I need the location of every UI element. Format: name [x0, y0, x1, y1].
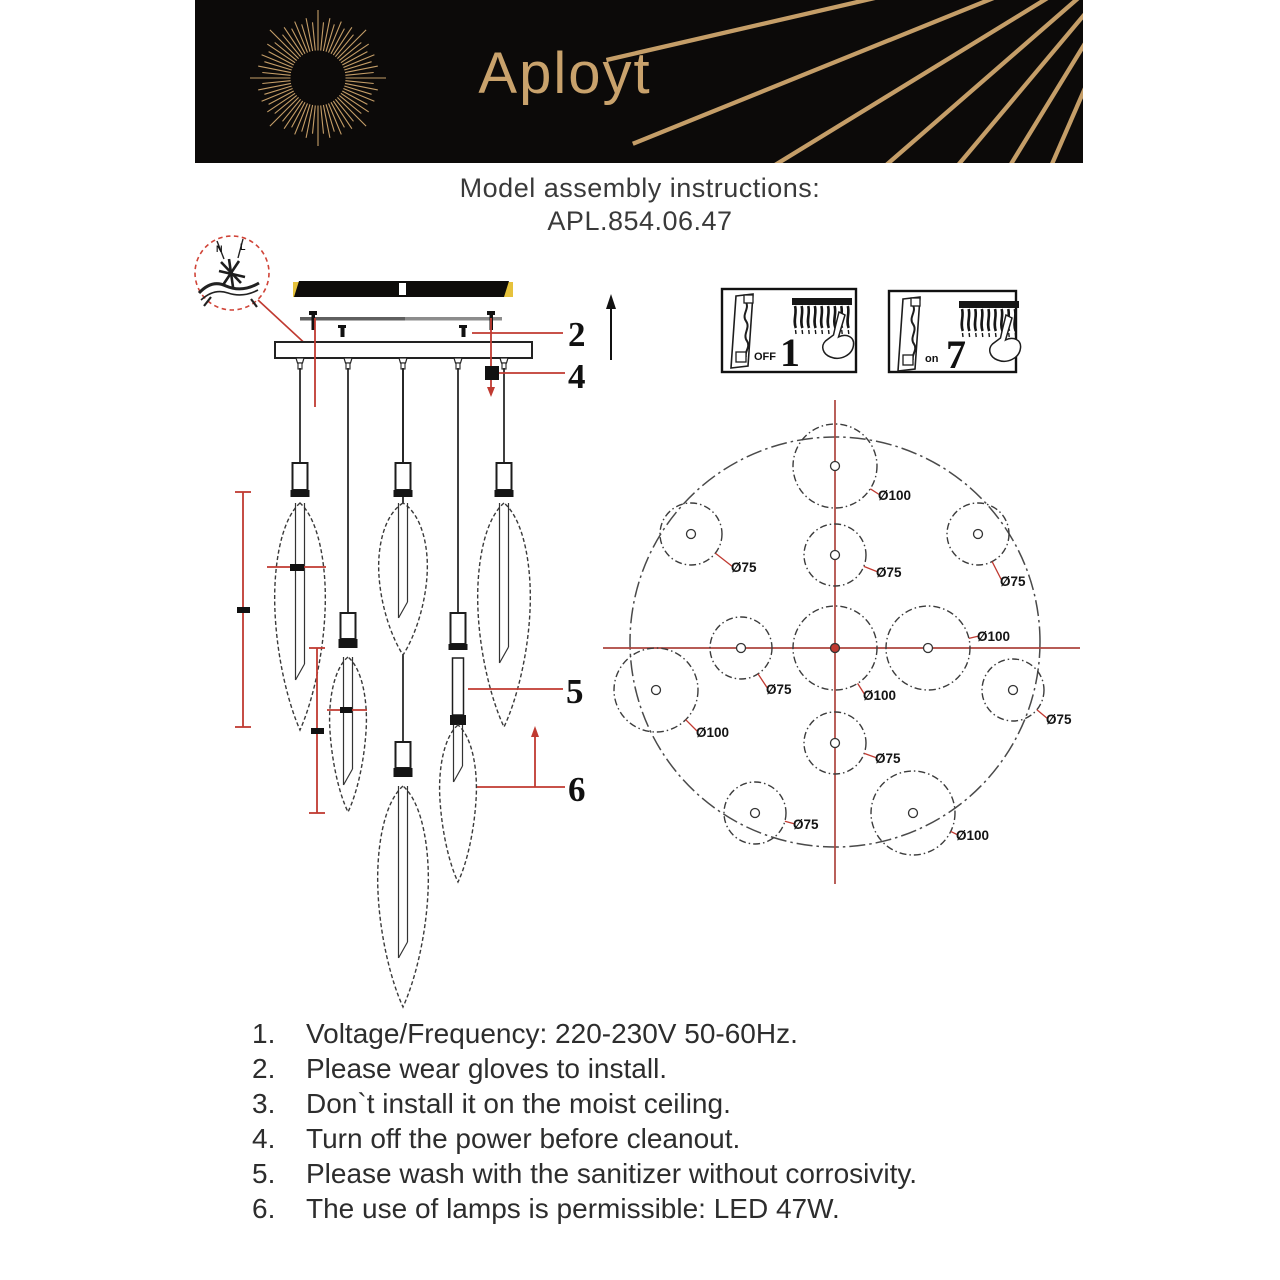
- dip-switch-lever: [828, 306, 829, 328]
- ceiling-strip: [293, 281, 513, 297]
- callout-6: 6: [568, 770, 586, 809]
- glass-leaf-shade: [330, 657, 367, 812]
- cord-gripper-part4: [485, 366, 499, 380]
- pendant-lamps: [275, 368, 531, 1007]
- canopy-plate: [275, 342, 532, 358]
- dip-switch-pin: [809, 330, 810, 334]
- dip-switch-lever: [962, 309, 963, 331]
- dip-switch-lever: [795, 306, 796, 328]
- corner-ray: [998, 1, 1083, 163]
- down-arrowhead: [487, 387, 495, 397]
- hanger-cap: [500, 358, 508, 363]
- hanger-cap: [296, 358, 304, 363]
- switch-box-on: [889, 291, 1021, 377]
- hole-diameter-label: Ø75: [731, 560, 757, 575]
- hole-diameter-label: Ø75: [766, 682, 792, 697]
- instruction-number: 1.: [252, 1018, 276, 1049]
- dip-switch-lever: [982, 309, 983, 331]
- logo-ray: [323, 105, 330, 138]
- instruction-number: 6.: [252, 1193, 276, 1224]
- lamp-socket: [396, 742, 411, 768]
- socket-band: [394, 490, 413, 497]
- hole-diameter-label: Ø100: [863, 688, 897, 703]
- dim-marker: [290, 564, 304, 571]
- plate-holes: [614, 424, 1072, 855]
- lamp-socket: [396, 463, 411, 490]
- socket-band: [291, 490, 310, 497]
- glass-rod: [453, 658, 464, 715]
- logo-ray: [345, 73, 373, 76]
- model-number: APL.854.06.47: [547, 206, 733, 236]
- callout-5: 5: [566, 672, 584, 711]
- corner-ray: [792, 0, 1083, 163]
- hole-diameter-label: Ø75: [875, 751, 901, 766]
- hole-center-dot: [831, 644, 840, 653]
- glass-leaf-shade: [378, 786, 429, 1007]
- hole-diameter-label: Ø75: [876, 565, 902, 580]
- instruction-item: [252, 1088, 1082, 1123]
- instruction-number: 2.: [252, 1053, 276, 1084]
- callout-2: 2: [568, 315, 586, 354]
- logo-ray: [323, 18, 330, 51]
- dip-switch-lever: [1015, 309, 1016, 331]
- lamp-socket: [341, 613, 356, 639]
- ceiling-strip-notch: [399, 283, 406, 295]
- logo-ray: [306, 105, 313, 138]
- glass-leaf-shade: [478, 503, 531, 727]
- canopy-screw: [338, 325, 346, 328]
- hole-diameter-label: Ø100: [977, 629, 1011, 644]
- dip-switch-lever: [821, 306, 822, 328]
- hole-center-dot: [751, 809, 760, 818]
- dip-switch-lever: [995, 309, 996, 331]
- title-block: [0, 173, 1280, 236]
- logo-ray: [258, 83, 291, 90]
- switch-state-label: OFF: [754, 351, 776, 363]
- instruction-number: 4.: [252, 1123, 276, 1154]
- neutral-wire-label: N: [216, 244, 223, 254]
- hole-center-dot: [831, 739, 840, 748]
- dip-switch-lever: [848, 306, 849, 328]
- dip-switch-lever: [815, 306, 816, 328]
- dim-marker: [237, 607, 250, 613]
- logo-ray: [313, 105, 316, 133]
- pendant-lamp: [478, 463, 531, 727]
- hole-center-dot: [924, 644, 933, 653]
- corner-ray: [675, 0, 1084, 163]
- hole-diameter-label: Ø100: [696, 725, 730, 740]
- hole-diameter-label: Ø75: [1000, 574, 1026, 589]
- instruction-text: Turn off the power before cleanout.: [306, 1123, 741, 1154]
- logo-ray: [313, 22, 316, 50]
- hanger-cap: [454, 358, 462, 363]
- socket-band: [339, 639, 358, 648]
- logo-ray: [345, 66, 378, 73]
- instruction-text: Please wear gloves to install.: [306, 1053, 668, 1084]
- up-arrowhead: [531, 726, 539, 737]
- switch-screw: [911, 298, 920, 306]
- sunburst-logo: [250, 10, 386, 146]
- mounting-bracket: [300, 311, 502, 337]
- cord-hangers: [296, 358, 508, 369]
- switch-state-label: on: [925, 353, 939, 365]
- hole-center-dot: [831, 462, 840, 471]
- callout-4: 4: [568, 357, 586, 396]
- logo-ray: [262, 73, 290, 76]
- switch-screw: [736, 352, 746, 362]
- dip-switch-pin: [1015, 333, 1016, 337]
- hole-center-dot: [737, 644, 746, 653]
- instruction-item: [252, 1123, 1082, 1158]
- dip-switch-bar: [792, 298, 852, 305]
- switch-screw: [744, 295, 753, 303]
- dip-switch-pin: [822, 330, 823, 334]
- dip-switch-lever: [975, 309, 976, 331]
- dip-switch-pin: [829, 330, 830, 334]
- dip-switch-pin: [815, 330, 816, 334]
- dip-switch-pin: [996, 333, 997, 337]
- socket-band: [450, 715, 466, 725]
- canopy-screw: [462, 328, 466, 337]
- lamp-socket: [451, 613, 466, 644]
- logo-ray: [306, 18, 313, 51]
- dip-switch-pin: [976, 333, 977, 337]
- hole-center-dot: [909, 809, 918, 818]
- instruction-text: The use of lamps is permissible: LED 47W.: [306, 1193, 840, 1224]
- hole-center-dot: [1009, 686, 1018, 695]
- logo-ray: [345, 83, 378, 90]
- instruction-item: [252, 1158, 1082, 1193]
- dip-switch-lever: [988, 309, 989, 331]
- pendant-lamp: [379, 463, 428, 655]
- logo-ray: [258, 66, 291, 73]
- socket-band: [495, 490, 514, 497]
- logo-ray: [321, 22, 324, 50]
- dip-switch-pin: [842, 330, 843, 334]
- ceiling-plate-layout: [603, 400, 1080, 884]
- hole-center-dot: [687, 530, 696, 539]
- hole-center-dot: [831, 551, 840, 560]
- instruction-text: Please wash with the sanitizer without corrosivity.: [306, 1158, 918, 1189]
- canopy-screw: [341, 328, 345, 337]
- switch-step-number: 1: [780, 330, 800, 375]
- hanger-cap: [344, 358, 352, 363]
- live-wire-label: L: [240, 242, 246, 252]
- logo-ray: [345, 81, 373, 84]
- dip-switch-pin: [989, 333, 990, 337]
- hanger-cap: [399, 358, 407, 363]
- hole-center-dot: [652, 686, 661, 695]
- hole-center-dot: [974, 530, 983, 539]
- socket-band: [449, 644, 468, 650]
- dip-switch-bar: [959, 301, 1019, 308]
- dim-marker: [311, 728, 324, 734]
- glass-leaf-shade: [440, 725, 477, 882]
- dip-switch-lever: [808, 306, 809, 328]
- dip-switch-lever: [801, 306, 802, 328]
- logo-ray: [321, 105, 324, 133]
- glass-leaf-shade: [379, 503, 428, 655]
- instruction-item: [252, 1018, 1082, 1053]
- brand-banner: [195, 0, 1083, 163]
- lamp-socket: [293, 463, 308, 490]
- canopy-screw: [459, 325, 467, 328]
- dip-switch-lever: [968, 309, 969, 331]
- instruction-list: [252, 1018, 1082, 1228]
- instruction-item: [252, 1193, 1082, 1228]
- logo-ray: [262, 81, 290, 84]
- dip-switch-pin: [982, 333, 983, 337]
- hole-diameter-label: Ø75: [793, 817, 819, 832]
- socket-band: [394, 768, 413, 777]
- dim-marker: [340, 707, 352, 713]
- instruction-item: [252, 1053, 1082, 1088]
- switch-step-number: 7: [946, 332, 966, 377]
- switch-screw: [903, 355, 913, 365]
- page-title: Model assembly instructions:: [459, 173, 821, 203]
- instruction-text: Don`t install it on the moist ceiling.: [306, 1088, 731, 1119]
- switch-box-off: [722, 289, 856, 375]
- dip-switch-pin: [848, 330, 849, 334]
- up-arrow-head: [606, 294, 616, 309]
- hole-diameter-label: Ø75: [1046, 712, 1072, 727]
- brand-logo-text: Aployt: [478, 41, 652, 106]
- instruction-text: Voltage/Frequency: 220-230V 50-60Hz.: [306, 1018, 798, 1049]
- pendant-lamp: [378, 742, 429, 1007]
- dip-switch-pin: [802, 330, 803, 334]
- pendant-lamp: [440, 613, 477, 882]
- hole-diameter-label: Ø100: [878, 488, 912, 503]
- assembly-drawing: [190, 230, 1090, 1020]
- instruction-number: 5.: [252, 1158, 276, 1189]
- hole-diameter-label: Ø100: [956, 828, 990, 843]
- instruction-number: 3.: [252, 1088, 276, 1119]
- dip-switch-pin: [969, 333, 970, 337]
- dip-switch-pin: [1009, 333, 1010, 337]
- lamp-socket: [497, 463, 512, 490]
